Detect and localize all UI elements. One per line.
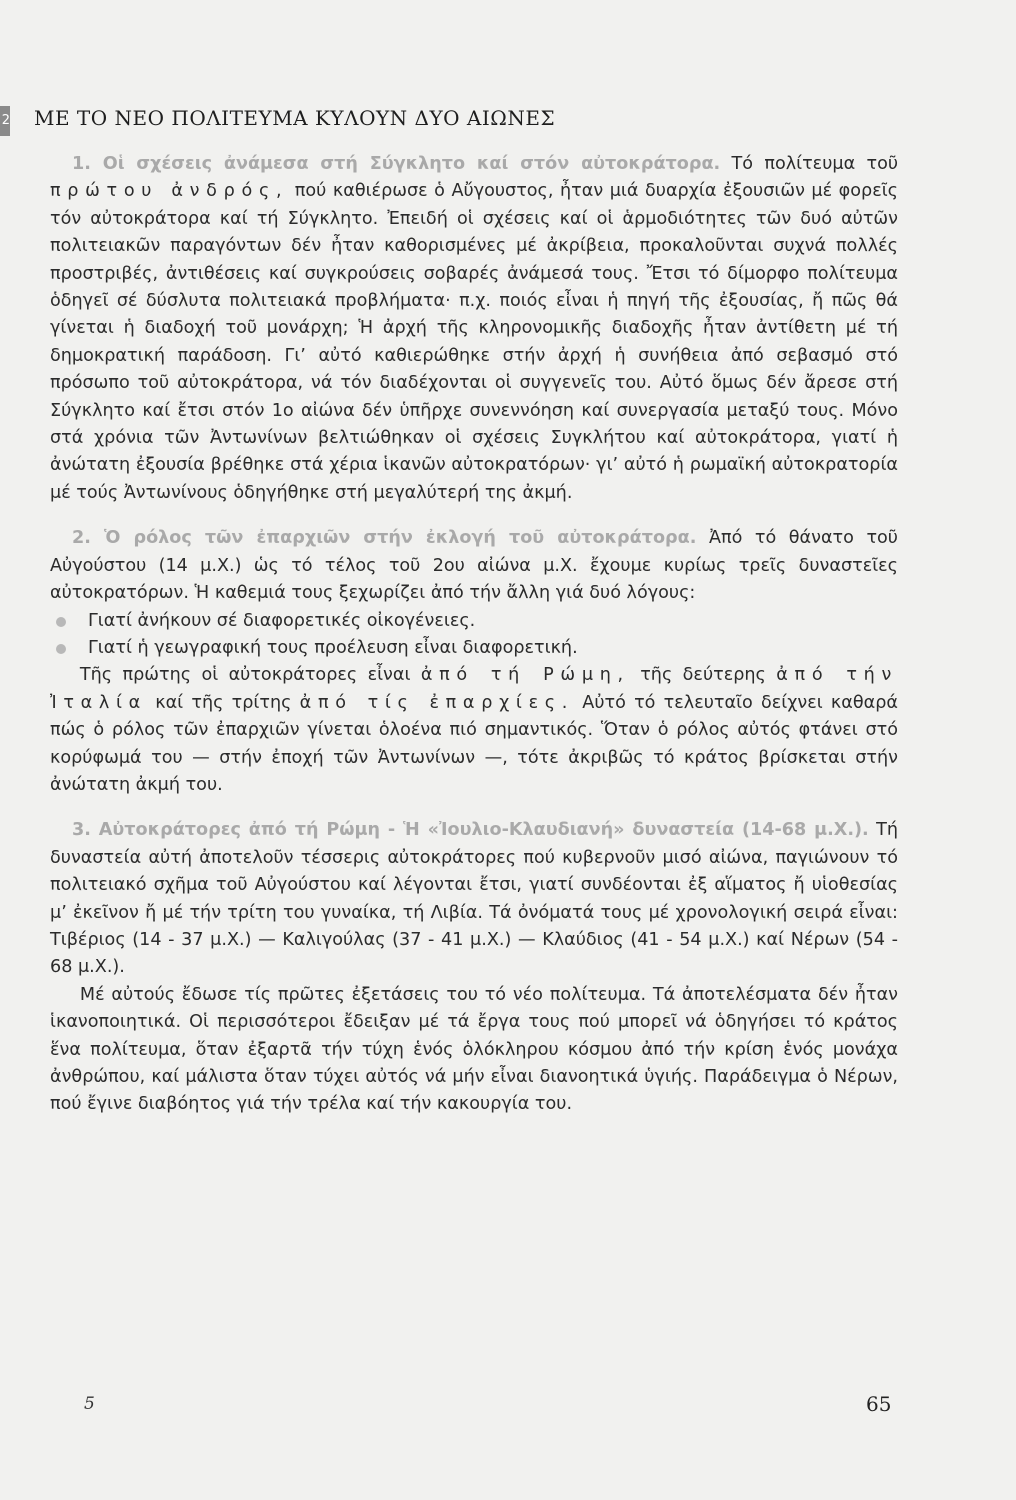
- list-item: Γιατί ἡ γεωγραφική τους προέλευση εἶναι διαφορετική.: [50, 635, 898, 662]
- section-3-paragraph: [50, 817, 898, 981]
- chapter-title: ΜΕ ΤΟ ΝΕΟ ΠΟΛΙΤΕΥΜΑ ΚΥΛΟΥΝ ΔΥΟ ΑΙΩΝΕΣ: [34, 106, 556, 130]
- section-1-spaced-phrase: πρώτου ἀνδρός,: [50, 181, 289, 202]
- section-1-paragraph: [50, 151, 898, 507]
- page-body: [50, 151, 898, 1119]
- section-1-heading: 1. Οἱ σχέσεις ἀνάμεσα στή Σύγκλητο καί στόν αὐτοκράτορα.: [72, 154, 721, 174]
- section-3-text-a: Τή δυναστεία αὐτή ἀποτελοῦν τέσσερις αὐτοκράτορες πού κυβερνοῦν μισό αἰώνα, παγιώνουν τό πολιτειακό σχῆμα τοῦ Αὐγούστου καί λέγονται ἔτσι, γιατί συνδέονται ἐξ αἵματος ἤ υἱοθεσίας μ’ ἐκεῖνον ἤ μέ τήν τρίτη του γυναίκα, τή Λιβία. Τά ὀνόματά τους μέ χρονολογική σειρά εἶναι: Τιβέριος (14 - 37 μ.Χ.) — Καλιγούλας (37 - 41 μ.Χ.) — Κλαύδιος (41 - 54 μ.Χ.) καί Νέρων (54 - 68 μ.Χ.).: [50, 820, 898, 978]
- spaced-phrase-provinces: ἀπό τίς ἐπαρχίες.: [299, 692, 575, 713]
- section-2-text-e: Αὐτό τό τελευταῖο δείχνει καθαρά πώς ὁ ρόλος τῶν ἐπαρχιῶν γίνεται ὁλοένα πιό σημαντικός. Ὅταν ὁ ρόλος αὐτός φτάνει στό κορύφωμά του — στήν ἐποχή τῶν Ἀντωνίνων —, τότε ἀκριβῶς τό κράτος βρίσκεται στήν ἀνώτατη ἀκμή του.: [50, 692, 899, 795]
- bullet-icon: [56, 617, 66, 627]
- section-1-text-a: Τό πολίτευμα τοῦ: [731, 154, 899, 174]
- chapter-tab-marker: 2: [0, 106, 10, 136]
- list-item: Γιατί ἀνήκουν σέ διαφορετικές οἰκογένειες.: [50, 608, 898, 635]
- section-2-text-a: Ἀπό τό θάνατο τοῦ Αὐγούστου (14 μ.Χ.) ὡς τό τέλος τοῦ 2ου αἰώνα μ.Χ. ἔχουμε κυρίως τρεῖς δυναστεῖες αὐτοκρατόρων. Ἡ καθεμιά τους ξεχωρίζει ἀπό τήν ἄλλη γιά δυό λόγους:: [50, 528, 898, 604]
- spaced-phrase-rome: ἀπό τή Ρώμη,: [420, 665, 630, 686]
- section-1-text-b: πού καθιέρωσε ὁ Αὔγουστος, ἦταν μιά δυαρχία ἐξουσιῶν μέ φορεῖς τόν αὐτοκράτορα καί τή Σύγκλητο. Ἐπειδή οἱ σχέσεις καί οἱ ἁρμοδιότητες τῶν δυό αὐτῶν πολιτειακῶν παραγόντων δέν ἦταν καθορισμένες μέ ἀκρίβεια, προκαλοῦνται συχνά πολλές προστριβές, ἀντιθέσεις καί συγκρούσεις σοβαρές ἀνάμεσά τους. Ἔτσι τό δίμορφο πολίτευμα ὁδηγεῖ σέ δύσλυτα πολιτειακά προβλήματα· π.χ. ποιός εἶναι ἡ πηγή τῆς ἐξουσίας, ἤ πῶς θά γίνεται ἡ διαδοχή τοῦ μονάρχη; Ἡ ἀρχή τῆς κληρονομικῆς διαδοχῆς ἦταν ἀντίθετη μέ τή δημοκρατική παράδοση. Γι’ αὐτό καθιερώθηκε στήν ἀρχή ἡ συνήθεια ἀπό σεβασμό στό πρόσωπο τοῦ αὐτοκράτορα, νά τόν διαδέχονται οἱ συγγενεῖς του. Αὐτό ὅμως δέν ἄρεσε στή Σύγκλητο καί ἔτσι στόν 1ο αἰώνα δέν ὑπῆρχε συνεννόηση καί συνεργασία μεταξύ τους. Μόνο στά χρόνια τῶν Ἀντωνίνων βελτιώθηκαν οἱ σχέσεις Συγκλήτου καί αὐτοκράτορα, γιατί ἡ ἀνώτατη ἐξουσία βρέθηκε στά χέρια ἱκανῶν αὐτοκρατόρων· γι’ αὐτό ἡ ρωμαϊκή αὐτοκρατορία μέ τούς Ἀντωνίνους ὁδηγήθηκε στή μεγαλύτερή της ἀκμή.: [50, 181, 899, 503]
- section-gap: [50, 507, 898, 525]
- section-gap: [50, 799, 898, 817]
- section-2-paragraph: [50, 525, 898, 607]
- section-2-text-d: καί τῆς τρίτης: [155, 692, 292, 713]
- spaced-phrase-italy: ἀπό τήν Ἰταλία: [50, 665, 898, 713]
- section-2-paragraph-2: [50, 662, 898, 799]
- section-2-text-c: τῆς δεύτερης: [640, 665, 766, 686]
- page-number: 65: [866, 1392, 892, 1416]
- bullet-icon: [56, 644, 66, 654]
- footer-signature-mark: 5: [84, 1394, 95, 1414]
- reasons-list: [50, 608, 898, 663]
- section-2-heading: 2. Ὁ ρόλος τῶν ἐπαρχιῶν στήν ἐκλογή τοῦ αὐτοκράτορα.: [72, 528, 697, 549]
- section-3-heading: 3. Αὐτοκράτορες ἀπό τή Ρώμη - Ἡ «Ἰουλιο-Κλαυδιανή» δυναστεία (14-68 μ.Χ.).: [72, 820, 869, 841]
- section-3-paragraph-2: Μέ αὐτούς ἔδωσε τίς πρῶτες ἐξετάσεις του τό νέο πολίτευμα. Τά ἀποτελέσματα δέν ἦταν ἱκανοποιητικά. Οἱ περισσότεροι ἔδειξαν μέ τά ἔργα τους πού μπορεῖ νά ὁδηγήσει τό κράτος ἕνα πολίτευμα, ὅταν ἐξαρτᾶ τήν τύχη ἑνός ὁλόκληρου κόσμου ἀπό τήν κρίση ἑνός μονάχα ἀνθρώπου, καί μάλιστα ὅταν τύχει αὐτός νά μήν εἶναι διανοητικά ὑγιής. Παράδειγμα ὁ Νέρων, πού ἔγινε διαβόητος γιά τήν τρέλα καί τήν κακουργία του.: [50, 984, 898, 1115]
- section-2-text-b: Τῆς πρώτης οἱ αὐτοκράτορες εἶναι: [79, 665, 411, 686]
